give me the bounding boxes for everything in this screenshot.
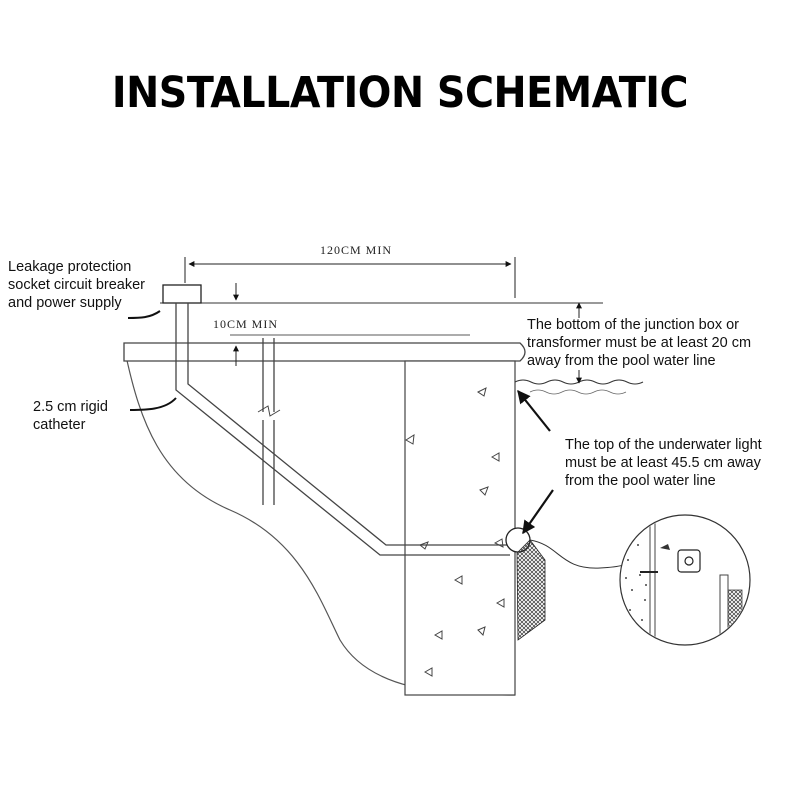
junction-box-label: The bottom of the junction box or transformer must be at least 20 cm away from the pool water line (527, 317, 752, 369)
pool-deck (124, 343, 525, 361)
width-dimension-label: 120CM MIN (317, 243, 395, 258)
junction-box-leader (518, 391, 550, 431)
catheter-label: 2.5 cm rigid catheter (33, 399, 108, 433)
underwater-light-label: The top of the underwater light must be at least 45.5 cm away from the pool water line (565, 437, 762, 489)
underwater-light-leader (523, 490, 553, 533)
pool-wall (405, 361, 515, 695)
light-niche (517, 540, 545, 640)
junction-box (163, 285, 201, 303)
page-title: INSTALLATION SCHEMATIC (111, 68, 689, 118)
catheter-leader (130, 398, 176, 410)
power-supply-leader (128, 311, 160, 318)
detail-view (620, 515, 750, 645)
vertical-conduit (258, 338, 280, 505)
power-supply-label: Leakage protection socket circuit breaker and power supply (8, 259, 145, 311)
height-dimension-label: 10CM MIN (210, 317, 281, 332)
